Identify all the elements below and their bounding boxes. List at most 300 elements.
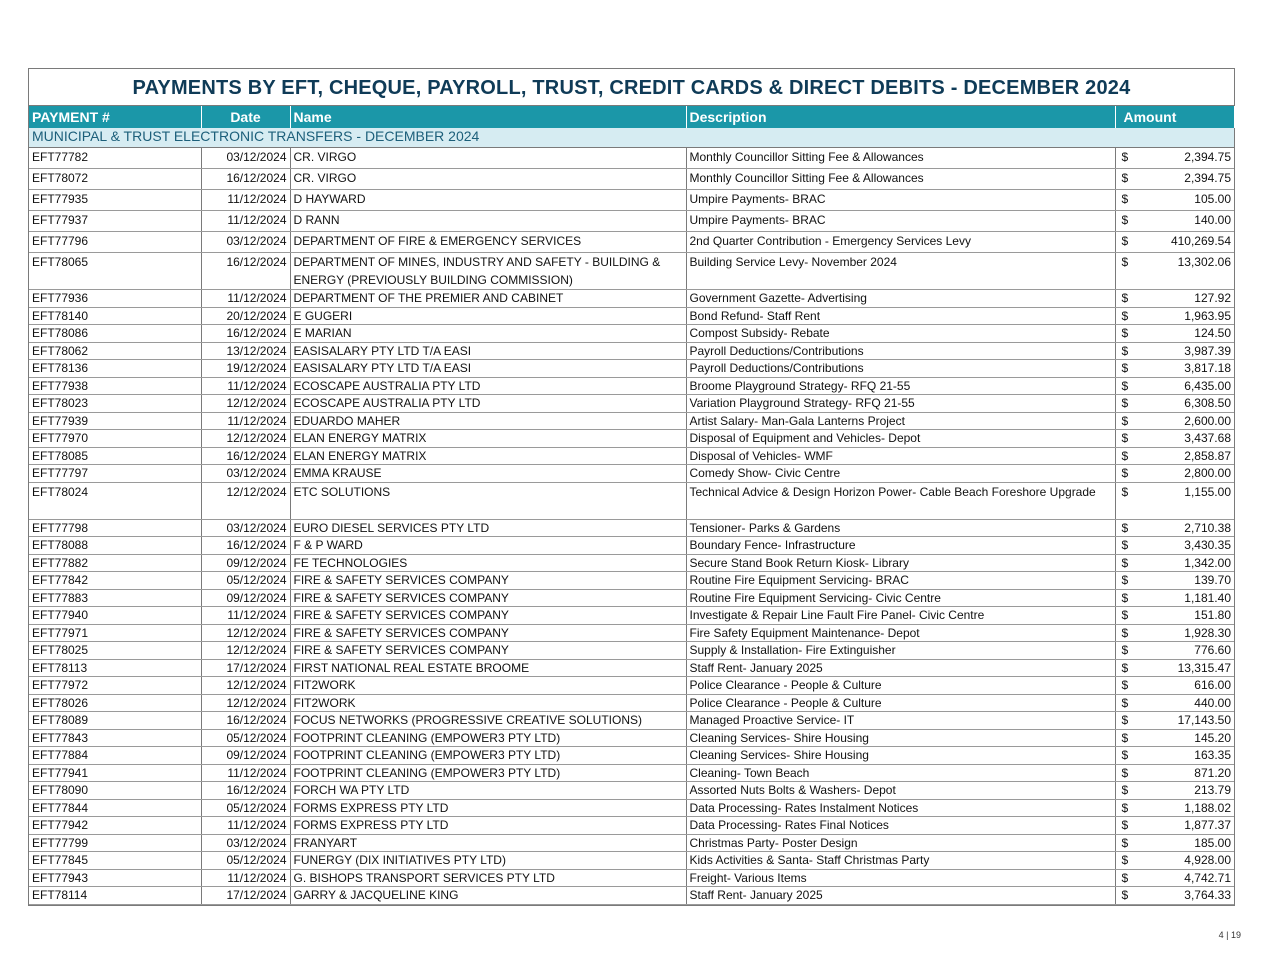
name-cell: EURO DIESEL SERVICES PTY LTD <box>290 519 686 537</box>
currency-symbol: $ <box>1121 853 1129 867</box>
name-cell: FORMS EXPRESS PTY LTD <box>290 799 686 817</box>
table-row <box>29 834 1234 852</box>
description-cell: Variation Playground Strategy- RFQ 21-55 <box>686 395 1115 413</box>
date-cell: 16/12/2024 <box>201 712 290 730</box>
header-payment: PAYMENT # <box>29 106 201 128</box>
payment-id-cell: EFT77937 <box>29 211 201 232</box>
date-cell: 17/12/2024 <box>201 659 290 677</box>
name-cell: DEPARTMENT OF MINES, INDUSTRY AND SAFETY - BUILDING & ENERGY (PREVIOUSLY BUILDING COMMISSION) <box>290 253 686 290</box>
payment-id-cell: EFT77943 <box>29 869 201 887</box>
payment-id-cell: EFT77842 <box>29 572 201 590</box>
currency-symbol: $ <box>1121 608 1129 622</box>
amount-value: 1,342.00 <box>1184 555 1231 570</box>
currency-symbol: $ <box>1121 192 1129 206</box>
date-cell: 05/12/2024 <box>201 729 290 747</box>
currency-symbol: $ <box>1121 448 1129 463</box>
table-row <box>29 694 1234 712</box>
description-cell: Managed Proactive Service- IT <box>686 712 1115 730</box>
description-cell: Umpire Payments- BRAC <box>686 190 1115 211</box>
description-cell: Payroll Deductions/Contributions <box>686 342 1115 360</box>
table-row <box>29 342 1234 360</box>
amount-cell <box>1115 589 1234 607</box>
header-description: Description <box>686 106 1115 128</box>
currency-symbol: $ <box>1121 255 1129 269</box>
date-cell: 11/12/2024 <box>201 817 290 835</box>
currency-symbol: $ <box>1121 835 1129 850</box>
amount-cell <box>1115 447 1234 465</box>
amount-value: 145.20 <box>1194 730 1231 745</box>
amount-cell <box>1115 642 1234 660</box>
date-cell: 05/12/2024 <box>201 799 290 817</box>
description-cell: Disposal of Vehicles- WMF <box>686 447 1115 465</box>
amount-cell <box>1115 377 1234 395</box>
table-row <box>29 465 1234 483</box>
name-cell: EASISALARY PTY LTD T/A EASI <box>290 342 686 360</box>
currency-symbol: $ <box>1121 396 1129 410</box>
description-cell: Staff Rent- January 2025 <box>686 659 1115 677</box>
name-cell: FOCUS NETWORKS (PROGRESSIVE CREATIVE SOLUTIONS) <box>290 712 686 730</box>
payment-id-cell: EFT77799 <box>29 834 201 852</box>
name-cell: ECOSCAPE AUSTRALIA PTY LTD <box>290 395 686 413</box>
payment-id-cell: EFT77884 <box>29 747 201 765</box>
payments-sheet <box>28 68 1235 906</box>
date-cell: 11/12/2024 <box>201 412 290 430</box>
amount-value: 1,928.30 <box>1184 625 1231 640</box>
currency-symbol: $ <box>1121 870 1129 885</box>
amount-value: 2,394.75 <box>1184 150 1231 164</box>
description-cell: Building Service Levy- November 2024 <box>686 253 1115 290</box>
description-cell: Monthly Councillor Sitting Fee & Allowances <box>686 148 1115 169</box>
amount-value: 3,437.68 <box>1184 431 1231 445</box>
name-cell: G. BISHOPS TRANSPORT SERVICES PTY LTD <box>290 869 686 887</box>
amount-value: 2,394.75 <box>1184 171 1231 185</box>
amount-value: 127.92 <box>1194 291 1231 305</box>
amount-cell <box>1115 712 1234 730</box>
date-cell: 09/12/2024 <box>201 589 290 607</box>
description-cell: Government Gazette- Advertising <box>686 290 1115 308</box>
amount-cell <box>1115 482 1234 519</box>
date-cell: 11/12/2024 <box>201 869 290 887</box>
description-cell: Boundary Fence- Infrastructure <box>686 537 1115 555</box>
amount-cell <box>1115 465 1234 483</box>
date-cell: 11/12/2024 <box>201 211 290 232</box>
amount-cell <box>1115 211 1234 232</box>
amount-value: 3,430.35 <box>1184 538 1231 552</box>
amount-cell <box>1115 817 1234 835</box>
table-row <box>29 307 1234 325</box>
name-cell: E MARIAN <box>290 325 686 343</box>
amount-value: 139.70 <box>1194 573 1231 587</box>
table-row <box>29 554 1234 572</box>
amount-cell <box>1115 342 1234 360</box>
amount-cell <box>1115 307 1234 325</box>
date-cell: 11/12/2024 <box>201 190 290 211</box>
name-cell: FIT2WORK <box>290 677 686 695</box>
name-cell: CR. VIRGO <box>290 169 686 190</box>
description-cell: Broome Playground Strategy- RFQ 21-55 <box>686 377 1115 395</box>
currency-symbol: $ <box>1121 484 1129 499</box>
currency-symbol: $ <box>1121 888 1129 902</box>
date-cell: 16/12/2024 <box>201 253 290 290</box>
payment-id-cell: EFT77942 <box>29 817 201 835</box>
description-cell: Comedy Show- Civic Centre <box>686 465 1115 483</box>
payment-id-cell: EFT77798 <box>29 519 201 537</box>
name-cell: FIRE & SAFETY SERVICES COMPANY <box>290 589 686 607</box>
amount-cell <box>1115 554 1234 572</box>
amount-value: 3,817.18 <box>1184 361 1231 375</box>
currency-symbol: $ <box>1121 538 1129 552</box>
date-cell: 03/12/2024 <box>201 148 290 169</box>
currency-symbol: $ <box>1121 713 1129 727</box>
amount-cell <box>1115 395 1234 413</box>
currency-symbol: $ <box>1121 291 1129 305</box>
payment-id-cell: EFT78072 <box>29 169 201 190</box>
currency-symbol: $ <box>1121 730 1129 745</box>
table-row <box>29 572 1234 590</box>
amount-value: 6,308.50 <box>1184 396 1231 410</box>
currency-symbol: $ <box>1121 765 1129 780</box>
page-title: PAYMENTS BY EFT, CHEQUE, PAYROLL, TRUST, CREDIT CARDS & DIRECT DEBITS - DECEMBER 2024 <box>29 69 1234 106</box>
description-cell: Kids Activities & Santa- Staff Christmas Party <box>686 852 1115 870</box>
amount-value: 213.79 <box>1194 783 1231 797</box>
amount-cell <box>1115 782 1234 800</box>
date-cell: 16/12/2024 <box>201 537 290 555</box>
payment-id-cell: EFT78089 <box>29 712 201 730</box>
name-cell: ELAN ENERGY MATRIX <box>290 430 686 448</box>
description-cell: Assorted Nuts Bolts & Washers- Depot <box>686 782 1115 800</box>
amount-value: 1,181.40 <box>1184 590 1231 605</box>
name-cell: FE TECHNOLOGIES <box>290 554 686 572</box>
name-cell: FIRE & SAFETY SERVICES COMPANY <box>290 642 686 660</box>
date-cell: 11/12/2024 <box>201 290 290 308</box>
amount-cell <box>1115 764 1234 782</box>
description-cell: Routine Fire Equipment Servicing- BRAC <box>686 572 1115 590</box>
header-name: Name <box>290 106 686 128</box>
currency-symbol: $ <box>1121 573 1129 587</box>
payment-id-cell: EFT78136 <box>29 360 201 378</box>
date-cell: 03/12/2024 <box>201 465 290 483</box>
currency-symbol: $ <box>1121 378 1129 393</box>
table-row <box>29 782 1234 800</box>
date-cell: 03/12/2024 <box>201 519 290 537</box>
table-row <box>29 447 1234 465</box>
date-cell: 12/12/2024 <box>201 395 290 413</box>
name-cell: ECOSCAPE AUSTRALIA PTY LTD <box>290 377 686 395</box>
description-cell: Supply & Installation- Fire Extinguisher <box>686 642 1115 660</box>
table-row <box>29 887 1234 905</box>
name-cell: FIRE & SAFETY SERVICES COMPANY <box>290 607 686 625</box>
table-row <box>29 729 1234 747</box>
currency-symbol: $ <box>1121 590 1129 605</box>
description-cell: Cleaning Services- Shire Housing <box>686 747 1115 765</box>
description-cell: Freight- Various Items <box>686 869 1115 887</box>
amount-cell <box>1115 253 1234 290</box>
payment-id-cell: EFT78062 <box>29 342 201 360</box>
currency-symbol: $ <box>1121 678 1129 692</box>
description-cell: Disposal of Equipment and Vehicles- Depot <box>686 430 1115 448</box>
name-cell: FIT2WORK <box>290 694 686 712</box>
table-row <box>29 211 1234 232</box>
amount-value: 13,302.06 <box>1177 255 1231 269</box>
description-cell: Secure Stand Book Return Kiosk- Library <box>686 554 1115 572</box>
amount-value: 163.35 <box>1194 748 1231 762</box>
table-row <box>29 642 1234 660</box>
table-row <box>29 377 1234 395</box>
payment-id-cell: EFT77843 <box>29 729 201 747</box>
amount-value: 3,987.39 <box>1184 343 1231 358</box>
amount-cell <box>1115 887 1234 905</box>
description-cell: Umpire Payments- BRAC <box>686 211 1115 232</box>
amount-value: 2,710.38 <box>1184 520 1231 535</box>
date-cell: 16/12/2024 <box>201 169 290 190</box>
date-cell: 12/12/2024 <box>201 430 290 448</box>
table-row <box>29 624 1234 642</box>
table-row <box>29 852 1234 870</box>
name-cell: CR. VIRGO <box>290 148 686 169</box>
date-cell: 12/12/2024 <box>201 482 290 519</box>
table-row <box>29 290 1234 308</box>
payment-id-cell: EFT78090 <box>29 782 201 800</box>
date-cell: 16/12/2024 <box>201 325 290 343</box>
payment-id-cell: EFT78023 <box>29 395 201 413</box>
payment-id-cell: EFT77845 <box>29 852 201 870</box>
name-cell: FOOTPRINT CLEANING (EMPOWER3 PTY LTD) <box>290 729 686 747</box>
amount-value: 140.00 <box>1194 213 1231 227</box>
currency-symbol: $ <box>1121 783 1129 797</box>
table-row <box>29 253 1234 290</box>
page-number: 4 | 19 <box>1218 930 1241 940</box>
amount-value: 4,742.71 <box>1184 870 1231 885</box>
table-row <box>29 817 1234 835</box>
payment-id-cell: EFT77970 <box>29 430 201 448</box>
amount-cell <box>1115 747 1234 765</box>
amount-value: 13,315.47 <box>1177 660 1231 675</box>
description-cell: Fire Safety Equipment Maintenance- Depot <box>686 624 1115 642</box>
header-amount: Amount <box>1115 106 1234 128</box>
amount-cell <box>1115 799 1234 817</box>
currency-symbol: $ <box>1121 695 1129 710</box>
amount-value: 871.20 <box>1194 765 1231 780</box>
date-cell: 20/12/2024 <box>201 307 290 325</box>
table-row <box>29 537 1234 555</box>
description-cell: Routine Fire Equipment Servicing- Civic Centre <box>686 589 1115 607</box>
date-cell: 13/12/2024 <box>201 342 290 360</box>
name-cell: FORCH WA PTY LTD <box>290 782 686 800</box>
amount-value: 1,188.02 <box>1184 800 1231 815</box>
description-cell: Police Clearance - People & Culture <box>686 677 1115 695</box>
table-row <box>29 677 1234 695</box>
amount-cell <box>1115 572 1234 590</box>
payment-id-cell: EFT77883 <box>29 589 201 607</box>
amount-cell <box>1115 659 1234 677</box>
date-cell: 11/12/2024 <box>201 377 290 395</box>
name-cell: F & P WARD <box>290 537 686 555</box>
date-cell: 12/12/2024 <box>201 624 290 642</box>
section-row <box>29 128 1234 148</box>
name-cell: FIRE & SAFETY SERVICES COMPANY <box>290 624 686 642</box>
amount-cell <box>1115 834 1234 852</box>
amount-value: 776.60 <box>1194 643 1231 657</box>
currency-symbol: $ <box>1121 308 1129 323</box>
currency-symbol: $ <box>1121 466 1129 480</box>
table-row <box>29 430 1234 448</box>
payment-id-cell: EFT78025 <box>29 642 201 660</box>
description-cell: Data Processing- Rates Final Notices <box>686 817 1115 835</box>
payment-id-cell: EFT77938 <box>29 377 201 395</box>
description-cell: Data Processing- Rates Instalment Notices <box>686 799 1115 817</box>
table-row <box>29 869 1234 887</box>
name-cell: ELAN ENERGY MATRIX <box>290 447 686 465</box>
name-cell: FIRE & SAFETY SERVICES COMPANY <box>290 572 686 590</box>
description-cell: Cleaning- Town Beach <box>686 764 1115 782</box>
amount-value: 440.00 <box>1194 695 1231 710</box>
payment-id-cell: EFT77935 <box>29 190 201 211</box>
table-row <box>29 482 1234 519</box>
description-cell: Payroll Deductions/Contributions <box>686 360 1115 378</box>
amount-cell <box>1115 852 1234 870</box>
amount-value: 17,143.50 <box>1177 713 1231 727</box>
payment-id-cell: EFT77972 <box>29 677 201 695</box>
table-row <box>29 325 1234 343</box>
table-row <box>29 412 1234 430</box>
name-cell: FRANYART <box>290 834 686 852</box>
payment-id-cell: EFT78024 <box>29 482 201 519</box>
amount-cell <box>1115 519 1234 537</box>
amount-cell <box>1115 729 1234 747</box>
amount-cell <box>1115 624 1234 642</box>
amount-cell <box>1115 290 1234 308</box>
name-cell: FORMS EXPRESS PTY LTD <box>290 817 686 835</box>
description-cell: Compost Subsidy- Rebate <box>686 325 1115 343</box>
amount-cell <box>1115 694 1234 712</box>
name-cell: EMMA KRAUSE <box>290 465 686 483</box>
payment-id-cell: EFT77936 <box>29 290 201 308</box>
name-cell: FUNERGY (DIX INITIATIVES PTY LTD) <box>290 852 686 870</box>
header-date: Date <box>201 106 290 128</box>
date-cell: 09/12/2024 <box>201 747 290 765</box>
amount-value: 1,877.37 <box>1184 818 1231 832</box>
payment-id-cell: EFT77782 <box>29 148 201 169</box>
payment-id-cell: EFT77796 <box>29 232 201 253</box>
payment-id-cell: EFT78086 <box>29 325 201 343</box>
currency-symbol: $ <box>1121 171 1129 185</box>
payment-id-cell: EFT78088 <box>29 537 201 555</box>
payment-id-cell: EFT78113 <box>29 659 201 677</box>
date-cell: 11/12/2024 <box>201 607 290 625</box>
date-cell: 12/12/2024 <box>201 694 290 712</box>
payment-id-cell: EFT78085 <box>29 447 201 465</box>
currency-symbol: $ <box>1121 800 1129 815</box>
amount-value: 1,155.00 <box>1184 484 1231 499</box>
amount-value: 616.00 <box>1194 678 1231 692</box>
amount-cell <box>1115 537 1234 555</box>
name-cell: D RANN <box>290 211 686 232</box>
description-cell: Staff Rent- January 2025 <box>686 887 1115 905</box>
amount-cell <box>1115 412 1234 430</box>
currency-symbol: $ <box>1121 431 1129 445</box>
currency-symbol: $ <box>1121 413 1129 428</box>
payment-id-cell: EFT78065 <box>29 253 201 290</box>
currency-symbol: $ <box>1121 625 1129 640</box>
name-cell: FOOTPRINT CLEANING (EMPOWER3 PTY LTD) <box>290 747 686 765</box>
section-title: MUNICIPAL & TRUST ELECTRONIC TRANSFERS - DECEMBER 2024 <box>29 128 1234 148</box>
name-cell: DEPARTMENT OF FIRE & EMERGENCY SERVICES <box>290 232 686 253</box>
payment-id-cell: EFT77797 <box>29 465 201 483</box>
name-cell: EDUARDO MAHER <box>290 412 686 430</box>
amount-cell <box>1115 148 1234 169</box>
amount-value: 6,435.00 <box>1184 378 1231 393</box>
description-cell: Tensioner- Parks & Gardens <box>686 519 1115 537</box>
currency-symbol: $ <box>1121 555 1129 570</box>
description-cell: Christmas Party- Poster Design <box>686 834 1115 852</box>
name-cell: FIRST NATIONAL REAL ESTATE BROOME <box>290 659 686 677</box>
table-row <box>29 360 1234 378</box>
date-cell: 17/12/2024 <box>201 887 290 905</box>
amount-value: 3,764.33 <box>1184 888 1231 902</box>
name-cell: GARRY & JACQUELINE KING <box>290 887 686 905</box>
payment-id-cell: EFT77882 <box>29 554 201 572</box>
payment-id-cell: EFT77941 <box>29 764 201 782</box>
amount-cell <box>1115 190 1234 211</box>
currency-symbol: $ <box>1121 818 1129 832</box>
table-row <box>29 607 1234 625</box>
currency-symbol: $ <box>1121 326 1129 340</box>
amount-cell <box>1115 430 1234 448</box>
description-cell: Bond Refund- Staff Rent <box>686 307 1115 325</box>
table-row <box>29 747 1234 765</box>
name-cell: D HAYWARD <box>290 190 686 211</box>
amount-value: 124.50 <box>1194 326 1231 340</box>
date-cell: 03/12/2024 <box>201 232 290 253</box>
currency-symbol: $ <box>1121 748 1129 762</box>
payment-id-cell: EFT78114 <box>29 887 201 905</box>
date-cell: 09/12/2024 <box>201 554 290 572</box>
currency-symbol: $ <box>1121 213 1129 227</box>
description-cell: Police Clearance - People & Culture <box>686 694 1115 712</box>
amount-cell <box>1115 677 1234 695</box>
amount-cell <box>1115 607 1234 625</box>
currency-symbol: $ <box>1121 643 1129 657</box>
currency-symbol: $ <box>1121 520 1129 535</box>
date-cell: 03/12/2024 <box>201 834 290 852</box>
payment-id-cell: EFT77939 <box>29 412 201 430</box>
amount-cell <box>1115 325 1234 343</box>
amount-value: 185.00 <box>1194 835 1231 850</box>
table-header-row <box>29 106 1234 128</box>
table-row <box>29 799 1234 817</box>
name-cell: E GUGERI <box>290 307 686 325</box>
amount-value: 410,269.54 <box>1170 234 1231 248</box>
amount-cell <box>1115 869 1234 887</box>
name-cell: EASISALARY PTY LTD T/A EASI <box>290 360 686 378</box>
amount-cell <box>1115 169 1234 190</box>
payment-id-cell: EFT78140 <box>29 307 201 325</box>
currency-symbol: $ <box>1121 234 1129 248</box>
description-cell: Investigate & Repair Line Fault Fire Panel- Civic Centre <box>686 607 1115 625</box>
table-row <box>29 519 1234 537</box>
date-cell: 05/12/2024 <box>201 852 290 870</box>
table-row <box>29 148 1234 169</box>
currency-symbol: $ <box>1121 361 1129 375</box>
currency-symbol: $ <box>1121 660 1129 675</box>
table-row <box>29 232 1234 253</box>
payment-id-cell: EFT78026 <box>29 694 201 712</box>
name-cell: FOOTPRINT CLEANING (EMPOWER3 PTY LTD) <box>290 764 686 782</box>
currency-symbol: $ <box>1121 150 1129 164</box>
amount-value: 151.80 <box>1194 608 1231 622</box>
table-row <box>29 659 1234 677</box>
table-row <box>29 764 1234 782</box>
